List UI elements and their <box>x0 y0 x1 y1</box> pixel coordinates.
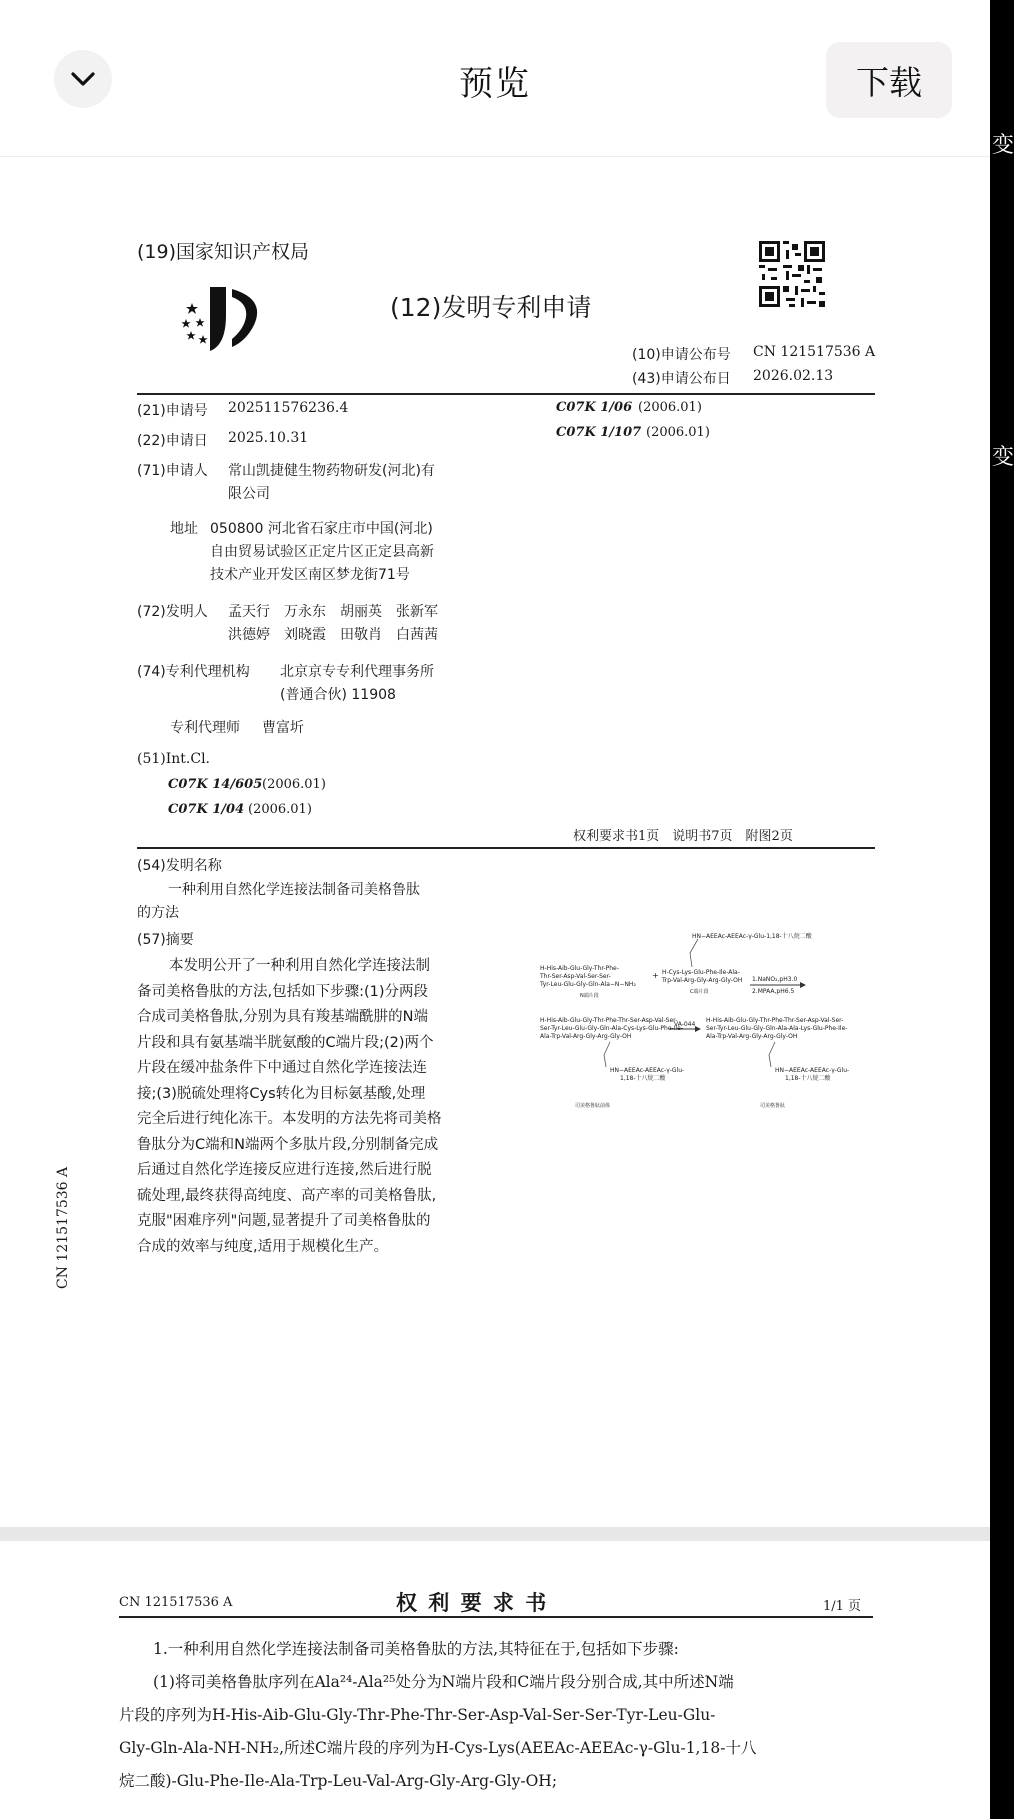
address-line: 技术产业开发区南区梦龙街71号 <box>210 567 410 583</box>
invention-name-line: 的方法 <box>137 905 179 921</box>
claims-page[interactable] <box>0 1541 990 1819</box>
agency-line: (普通合伙) 11908 <box>280 687 396 703</box>
abstract-line: 完全后进行纯化冻干。本发明的方法先将司美格 <box>137 1111 442 1127</box>
figure-plus: + <box>652 971 659 980</box>
side-chain-label: 1,18-十八烷二酸 <box>785 1075 831 1082</box>
precursor-line: Ser-Tyr-Leu-Glu-Gly-Gln-Ala-Cys-Lys-Glu-Phe-Ile- <box>540 1025 683 1032</box>
qr-code <box>759 241 825 307</box>
application-number: 202511576236.4 <box>228 400 349 416</box>
patent-front-page[interactable] <box>0 157 990 1527</box>
address-line: 050800 河北省石家庄市中国(河北) <box>210 521 433 537</box>
intcl-code: C07K 1/107 <box>556 425 642 440</box>
page-separator <box>0 1527 990 1541</box>
intcl-code: C07K 14/605 <box>168 777 263 792</box>
product-line: Ser-Tyr-Leu-Glu-Gly-Gln-Ala-Ala-Lys-Glu-Phe-Ile- <box>706 1025 848 1032</box>
reaction-condition: 2.MPAA,pH6.5 <box>752 988 795 995</box>
claim-line: Gly-Gln-Ala-NH-NH₂,所述C端片段的序列为H-Cys-Lys(AEEAc-AEEAc-γ-Glu-1,18-十八 <box>119 1739 757 1757</box>
mid-rule <box>137 847 875 849</box>
reaction-condition: 1.NaNO₂,pH3.0 <box>752 976 798 983</box>
application-date-label: (22)申请日 <box>137 433 208 449</box>
edge-text: 变 <box>992 445 1014 470</box>
figure-caption: C端片段 <box>690 989 709 995</box>
publication-number: CN 121517536 A <box>753 344 876 360</box>
side-chain-label: HN−AEEAc-AEEAc-γ-Glu- <box>610 1067 685 1074</box>
figure-caption: N端片段 <box>580 993 599 999</box>
claims-page-number: 1/1 页 <box>823 1599 862 1614</box>
abstract-line: 备司美格鲁肽的方法,包括如下步骤:(1)分两段 <box>137 983 429 1000</box>
intcl-version: (2006.01) <box>638 400 702 415</box>
abstract-line: 后通过自然化学连接反应进行连接,然后进行脱 <box>137 1162 432 1178</box>
reaction-condition: VA-044 <box>674 1021 696 1028</box>
agency-label: (74)专利代理机构 <box>137 664 250 680</box>
c-fragment-line: H-Cys-Lys-Glu-Phe-Ile-Ala- <box>662 969 740 976</box>
applicant-label: (71)申请人 <box>137 463 208 479</box>
product-line: H-His-Aib-Glu-Gly-Thr-Phe-Thr-Ser-Asp-Val-Ser- <box>706 1017 844 1024</box>
abstract-line: 硫处理,最终获得高纯度、高产率的司美格鲁肽, <box>137 1187 437 1204</box>
top-rule <box>137 393 875 395</box>
invention-name-line: 一种利用自然化学连接法制备司美格鲁肽 <box>168 882 420 898</box>
claims-heading: 权 利 要 求 书 <box>396 1591 549 1615</box>
side-chain-label: HN−AEEAc-AEEAc-γ-Glu- <box>775 1067 850 1074</box>
edge-text: 变 <box>992 133 1014 158</box>
page-count-note: 权利要求书1页 说明书7页 附图2页 <box>573 829 793 844</box>
n-fragment-line: Tyr-Leu-Glu-Gly-Gln-Ala−N−NH₂ <box>540 981 636 988</box>
intcl-code: C07K 1/06 <box>556 400 633 415</box>
office-name: (19)国家知识产权局 <box>137 241 310 263</box>
claims-publication-number: CN 121517536 A <box>119 1595 233 1610</box>
intcl-code: C07K 1/04 <box>168 802 245 817</box>
abstract-text <box>137 954 487 1260</box>
abstract-line: 接;(3)脱硫处理将Cys转化为目标氨基酸,处理 <box>137 1085 426 1102</box>
inventor-label: (72)发明人 <box>137 604 208 620</box>
figure-caption: 司美格鲁肽 <box>760 1103 786 1109</box>
abstract-line: 合成司美格鲁肽,分别为具有羧基端酰肼的N端 <box>137 1009 428 1025</box>
abstract-line: 本发明公开了一种利用自然化学连接法制 <box>169 958 430 974</box>
intcl-label: (51)Int.Cl. <box>137 751 211 767</box>
claims-text <box>119 1633 879 1798</box>
abstract-line: 鲁肽分为C端和N端两个多肽片段,分别制备完成 <box>137 1136 439 1153</box>
abstract-line: 克服"困难序列"问题,显著提升了司美格鲁肽的 <box>137 1213 431 1229</box>
application-number-label: (21)申请号 <box>137 403 208 419</box>
n-fragment-line: H-His-Aib-Glu-Gly-Thr-Phe- <box>540 965 619 972</box>
inventor-line: 洪德婷 刘晓霞 田敬肖 白茜茜 <box>228 627 438 643</box>
claim-line: (1)将司美格鲁肽序列在Ala²⁴-Ala²⁵处分为N端片段和C端片段分别合成,其中所述N端 <box>153 1673 734 1691</box>
figure-caption: 司美格鲁肽前体 <box>575 1103 611 1109</box>
cnipa-logo <box>180 285 272 353</box>
intcl-version: (2006.01) <box>248 802 312 817</box>
page-title: 预览 <box>459 64 531 104</box>
n-fragment-line: Thr-Ser-Asp-Val-Ser-Ser- <box>540 973 611 980</box>
inventor-line: 孟天行 万永东 胡丽英 张新军 <box>228 604 438 620</box>
address-line: 自由贸易试验区正定片区正定县高新 <box>210 544 434 560</box>
applicant-line: 常山凯捷健生物药物研发(河北)有 <box>228 463 435 479</box>
precursor-line: H-His-Aib-Glu-Gly-Thr-Phe-Thr-Ser-Asp-Val-Ser- <box>540 1017 678 1024</box>
abstract-line: 片段和具有氨基端半胱氨酸的C端片段;(2)两个 <box>137 1034 434 1051</box>
invention-name-label: (54)发明名称 <box>137 858 222 874</box>
preview-header <box>0 0 990 157</box>
intcl-version: (2006.01) <box>262 777 326 792</box>
side-publication-number: CN 121517536 A <box>55 1166 71 1289</box>
download-button[interactable]: 下载 <box>826 42 952 118</box>
publication-number-label: (10)申请公布号 <box>632 347 731 363</box>
application-date: 2025.10.31 <box>228 430 309 446</box>
publication-date: 2026.02.13 <box>753 368 834 384</box>
address-label: 地址 <box>170 521 198 537</box>
agent-name: 曹富圻 <box>262 720 304 736</box>
figure-label: HN−AEEAc-AEEAc-γ-Glu-1,18-十八烷二酸 <box>692 933 812 940</box>
abstract-label: (57)摘要 <box>137 932 194 948</box>
applicant-line: 限公司 <box>228 486 270 502</box>
c-fragment-line: Trp-Val-Arg-Gly-Arg-Gly-OH <box>662 977 743 984</box>
side-chain-label: 1,18-十八烷二酸 <box>620 1075 666 1082</box>
abstract-figure <box>540 927 875 1127</box>
agency-line: 北京京专专利代理事务所 <box>280 664 434 680</box>
abstract-line: 片段在缓冲盐条件下中通过自然化学连接法连 <box>137 1060 427 1076</box>
document-type: (12)发明专利申请 <box>390 293 592 322</box>
abstract-line: 合成的效率与纯度,适用于规模化生产。 <box>137 1238 389 1255</box>
agent-label: 专利代理师 <box>170 720 240 736</box>
claim-line: 烷二酸)-Glu-Phe-Ile-Ala-Trp-Leu-Val-Arg-Gly-Arg-Gly-OH; <box>119 1772 558 1790</box>
claims-rule <box>119 1616 873 1618</box>
intcl-version: (2006.01) <box>646 425 710 440</box>
claim-line: 1.一种利用自然化学连接法制备司美格鲁肽的方法,其特征在于,包括如下步骤: <box>153 1640 679 1658</box>
publication-date-label: (43)申请公布日 <box>632 371 731 387</box>
precursor-line: Ala-Trp-Val-Arg-Gly-Arg-Gly-OH <box>540 1033 632 1040</box>
claim-line: 片段的序列为H-His-Aib-Glu-Gly-Thr-Phe-Thr-Ser-Asp-Val-Ser-Ser-Tyr-Leu-Glu- <box>119 1706 716 1724</box>
product-line: Ala-Trp-Val-Arg-Gly-Arg-Gly-OH <box>706 1033 798 1040</box>
